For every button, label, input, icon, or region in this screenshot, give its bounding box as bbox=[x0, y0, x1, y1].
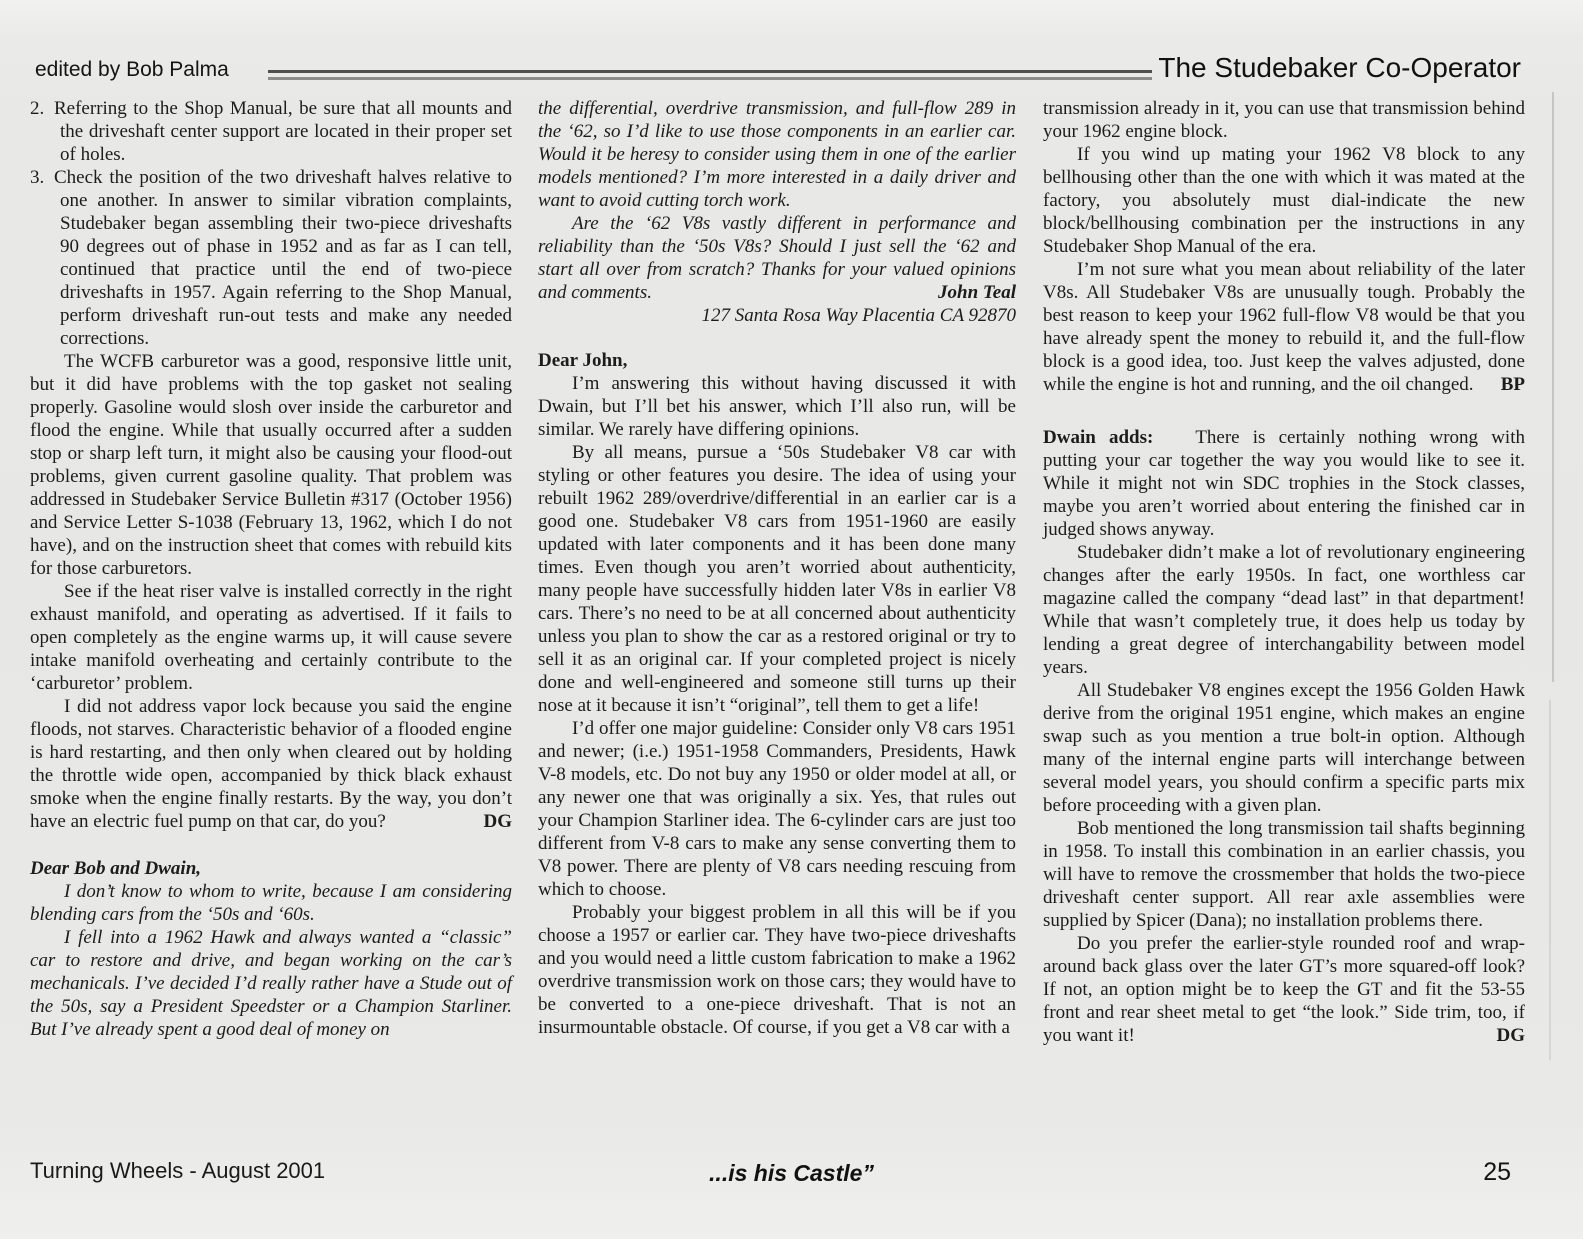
reply-paragraph-2: By all means, pursue a ‘50s Studebaker V8 car with styling or other features you desire. The idea of using your rebuilt 1962 289/overdrive/differential in an earlier car is a good one. Studebaker V8 cars from 1951-1960 are easily updated with later components and it has been done many times. Even though you aren’t worried about authenticity, many people have successfully hidden later V8s in earlier V8 cars. There’s no need to be at all concerned about authenticity unless you plan to show the car as a restored original or try to sell it as an original car. If your completed project is nicely done and well-engineered and someone still turns up their nose at it because it isn’t “original”, tell them to get a life! bbox=[538, 442, 1016, 716]
column-title: The Studebaker Co-Operator bbox=[1158, 52, 1521, 83]
scan-edge-shadow-lower bbox=[1549, 700, 1551, 1060]
list-item-3 bbox=[30, 166, 512, 350]
reply-paragraph-reliability bbox=[1043, 258, 1525, 396]
list-number: 2. bbox=[30, 98, 45, 119]
letter-paragraph-2: I fell into a 1962 Hawk and always wanted a “classic” car to restore and drive, and began working on the car’s mechanicals. I’ve decided I’d really rather have a Stude out of the 50s, say a President Speedster or a Champion Starliner. But I’ve already spent a good deal of money on bbox=[30, 927, 512, 1040]
paragraph-vapor-lock bbox=[30, 695, 512, 833]
letter-paragraph-1: I don’t know to whom to write, because I am considering blending cars from the ‘50s and ‘60s. bbox=[30, 881, 512, 925]
scan-edge-shadow bbox=[1552, 92, 1554, 682]
signature-dg: DG bbox=[483, 811, 512, 832]
list-item-text: Check the position of the two driveshaft halves relative to one another. In answer to similar vibration complaints, Studebaker began assembling their two-piece driveshafts 90 degrees out of phase in 1952 and as far as I can tell, continued that practice until the end of two-piece driveshafts in 1957. Again referring to the Shop Manual, perform driveshaft run-out tests and make any needed corrections. bbox=[54, 167, 512, 349]
reply-continuation: transmission already in it, you can use that transmission behind your 1962 engine block. bbox=[1043, 98, 1525, 142]
writer-address: 127 Santa Rosa Way Placentia CA 92870 bbox=[701, 305, 1016, 326]
letter-continuation: the differential, overdrive transmission, and full-flow 289 in the ‘62, so I’d like to use those components in an earlier car. Would it be heresy to consider using them in one of the earlier models mentioned? I’m more interested in a daily driver and want to avoid cutting torch work. bbox=[538, 98, 1016, 211]
dwain-paragraph-engineering: Studebaker didn’t make a lot of revolutionary engineering changes after the early 1950s. In fact, one worthless car magazine called the company “dead last” in that department! While that wasn’t completely true, it does help us today by lending a great degree of interchangability between model years. bbox=[1043, 542, 1525, 678]
dwain-adds-label: Dwain adds: bbox=[1043, 427, 1154, 448]
reply-salutation: Dear John, bbox=[538, 350, 628, 371]
reply-paragraph-1: I’m answering this without having discussed it with Dwain, but I’ll bet his answer, which I’ll also run, will be similar. We rarely have differing opinions. bbox=[538, 373, 1016, 440]
editor-credit: edited by Bob Palma bbox=[35, 58, 229, 81]
list-number: 3. bbox=[30, 167, 45, 188]
paragraph-text: I did not address vapor lock because you said the engine floods, not starves. Characteristic behavior of a flooded engine is hard restarting, and then only when cleared out by holding the throttle wide open, accompanied by thick black exhaust smoke when the engine finally restarts. By the way, you don’t have an electric fuel pump on that car, do you? bbox=[30, 696, 512, 832]
paragraph-wcfb: The WCFB carburetor was a good, responsive little unit, but it did have problems with the top gasket not sealing properly. Gasoline would slosh over inside the carburetor and flood the engine. While that usually occurred after a sudden stop or sharp left turn, it might also be causing your flood-out problems, given current gasoline quality. That problem was addressed in Studebaker Service Bulletin #317 (October 1956) and Service Letter S-1038 (February 13, 1962, which I do not have), and on the instruction sheet that comes with rebuild kits for those carburetors. bbox=[30, 351, 512, 579]
journal-issue-label: Turning Wheels - August 2001 bbox=[30, 1158, 326, 1183]
dwain-adds-paragraph bbox=[1043, 426, 1525, 541]
rule-top bbox=[268, 70, 1152, 73]
dwain-paragraph-engines: All Studebaker V8 engines except the 1956 Golden Hawk derive from the original 1951 engine, which makes an engine swap such as you mention a true bolt-in option. Although many of the internal engine parts will interchange between several model years, you should confirm a specific parts mix before proceeding with a given plan. bbox=[1043, 680, 1525, 816]
letter-salutation: Dear Bob and Dwain, bbox=[30, 858, 202, 879]
paragraph-text: I’m not sure what you mean about reliability of the later V8s. All Studebaker V8s are unusually tough. Probably the best reason to keep your 1962 full-flow V8 would be that you have already spent the money to rebuild it, and the full-flow block is a good idea, too. Just keep the valves adjusted, done while the engine is hot and running, and the oil changed. bbox=[1043, 259, 1525, 395]
article-title-runon: ...is his Castle” bbox=[709, 1160, 874, 1186]
page-number: 25 bbox=[1483, 1158, 1511, 1186]
list-item-2 bbox=[30, 97, 512, 166]
column-2 bbox=[538, 97, 1016, 1039]
paragraph-text: Are the ‘62 V8s vastly different in performance and reliability than the ‘50s V8s? Should I just sell the ‘62 and start all over from scratch? Thanks for your valued opinions and comments. bbox=[538, 213, 1016, 303]
paragraph-text: There is certainly nothing wrong with putting your car together the way you would like to see it. While it might not win SDC trophies in the Stock classes, maybe you aren’t worried about entering the finished car in judged shows anyway. bbox=[1043, 427, 1525, 540]
signature-dg-2: DG bbox=[1496, 1025, 1525, 1046]
reply-paragraph-4: Probably your biggest problem in all this will be if you choose a 1957 or earlier car. They have two-piece driveshafts and you would need a little custom fabrication to make a 1962 overdrive transmission work on those cars; they would have to be converted to a one-piece driveshaft. That is not an insurmountable obstacle. Of course, if you get a V8 car with a bbox=[538, 902, 1016, 1038]
column-3 bbox=[1043, 97, 1525, 1047]
letter-closing-paragraph bbox=[538, 212, 1016, 304]
dwain-paragraph-roof bbox=[1043, 932, 1525, 1047]
header-double-rule bbox=[268, 70, 1152, 80]
reply-paragraph-3: I’d offer one major guideline: Consider only V8 cars 1951 and newer; (i.e.) 1951-1958 Commanders, Presidents, Hawk V-8 models, etc. Do not buy any 1950 or older model at all, or any newer one that was originally a six. Yes, that rules out your Champion Starliner idea. The 6-cylinder cars are just too different from V-8 cars to make any sense converting them to V8 power. There are plenty of V8 cars needing rescuing from which to choose. bbox=[538, 718, 1016, 900]
paragraph-heat-riser: See if the heat riser valve is installed correctly in the right exhaust manifold, and operating as advertised. If it fails to open completely as the engine warms up, it will cause severe intake manifold overheating and certainly contribute to the ‘carburetor’ problem. bbox=[30, 581, 512, 694]
signature-bp: BP bbox=[1500, 374, 1525, 395]
rule-bottom bbox=[268, 77, 1152, 80]
list-item-text: Referring to the Shop Manual, be sure that all mounts and the driveshaft center support are located in their proper set of holes. bbox=[54, 98, 512, 165]
signature-john-teal: John Teal bbox=[938, 282, 1016, 303]
dwain-paragraph-tailshafts: Bob mentioned the long transmission tail shafts beginning in 1958. To install this combination in an earlier chassis, you will have to remove the crossmember that holds the two-piece driveshaft center support. All rear axle assemblies were supplied by Spicer (Dana); no installation problems there. bbox=[1043, 818, 1525, 931]
reply-paragraph-bellhousing: If you wind up mating your 1962 V8 block to any bellhousing other than the one with which it was mated at the factory, you absolutely must dial-indicate the new block/bellhousing combination per the instructions in any Studebaker Shop Manual of the era. bbox=[1043, 144, 1525, 257]
column-1 bbox=[30, 97, 512, 1041]
paragraph-text: Do you prefer the earlier-style rounded roof and wrap-around back glass over the later GT’s more squared-off look? If not, an option might be to keep the GT and fit the 53-55 front and rear sheet metal to get “the look.” Side trim, too, if you want it! bbox=[1043, 933, 1525, 1046]
